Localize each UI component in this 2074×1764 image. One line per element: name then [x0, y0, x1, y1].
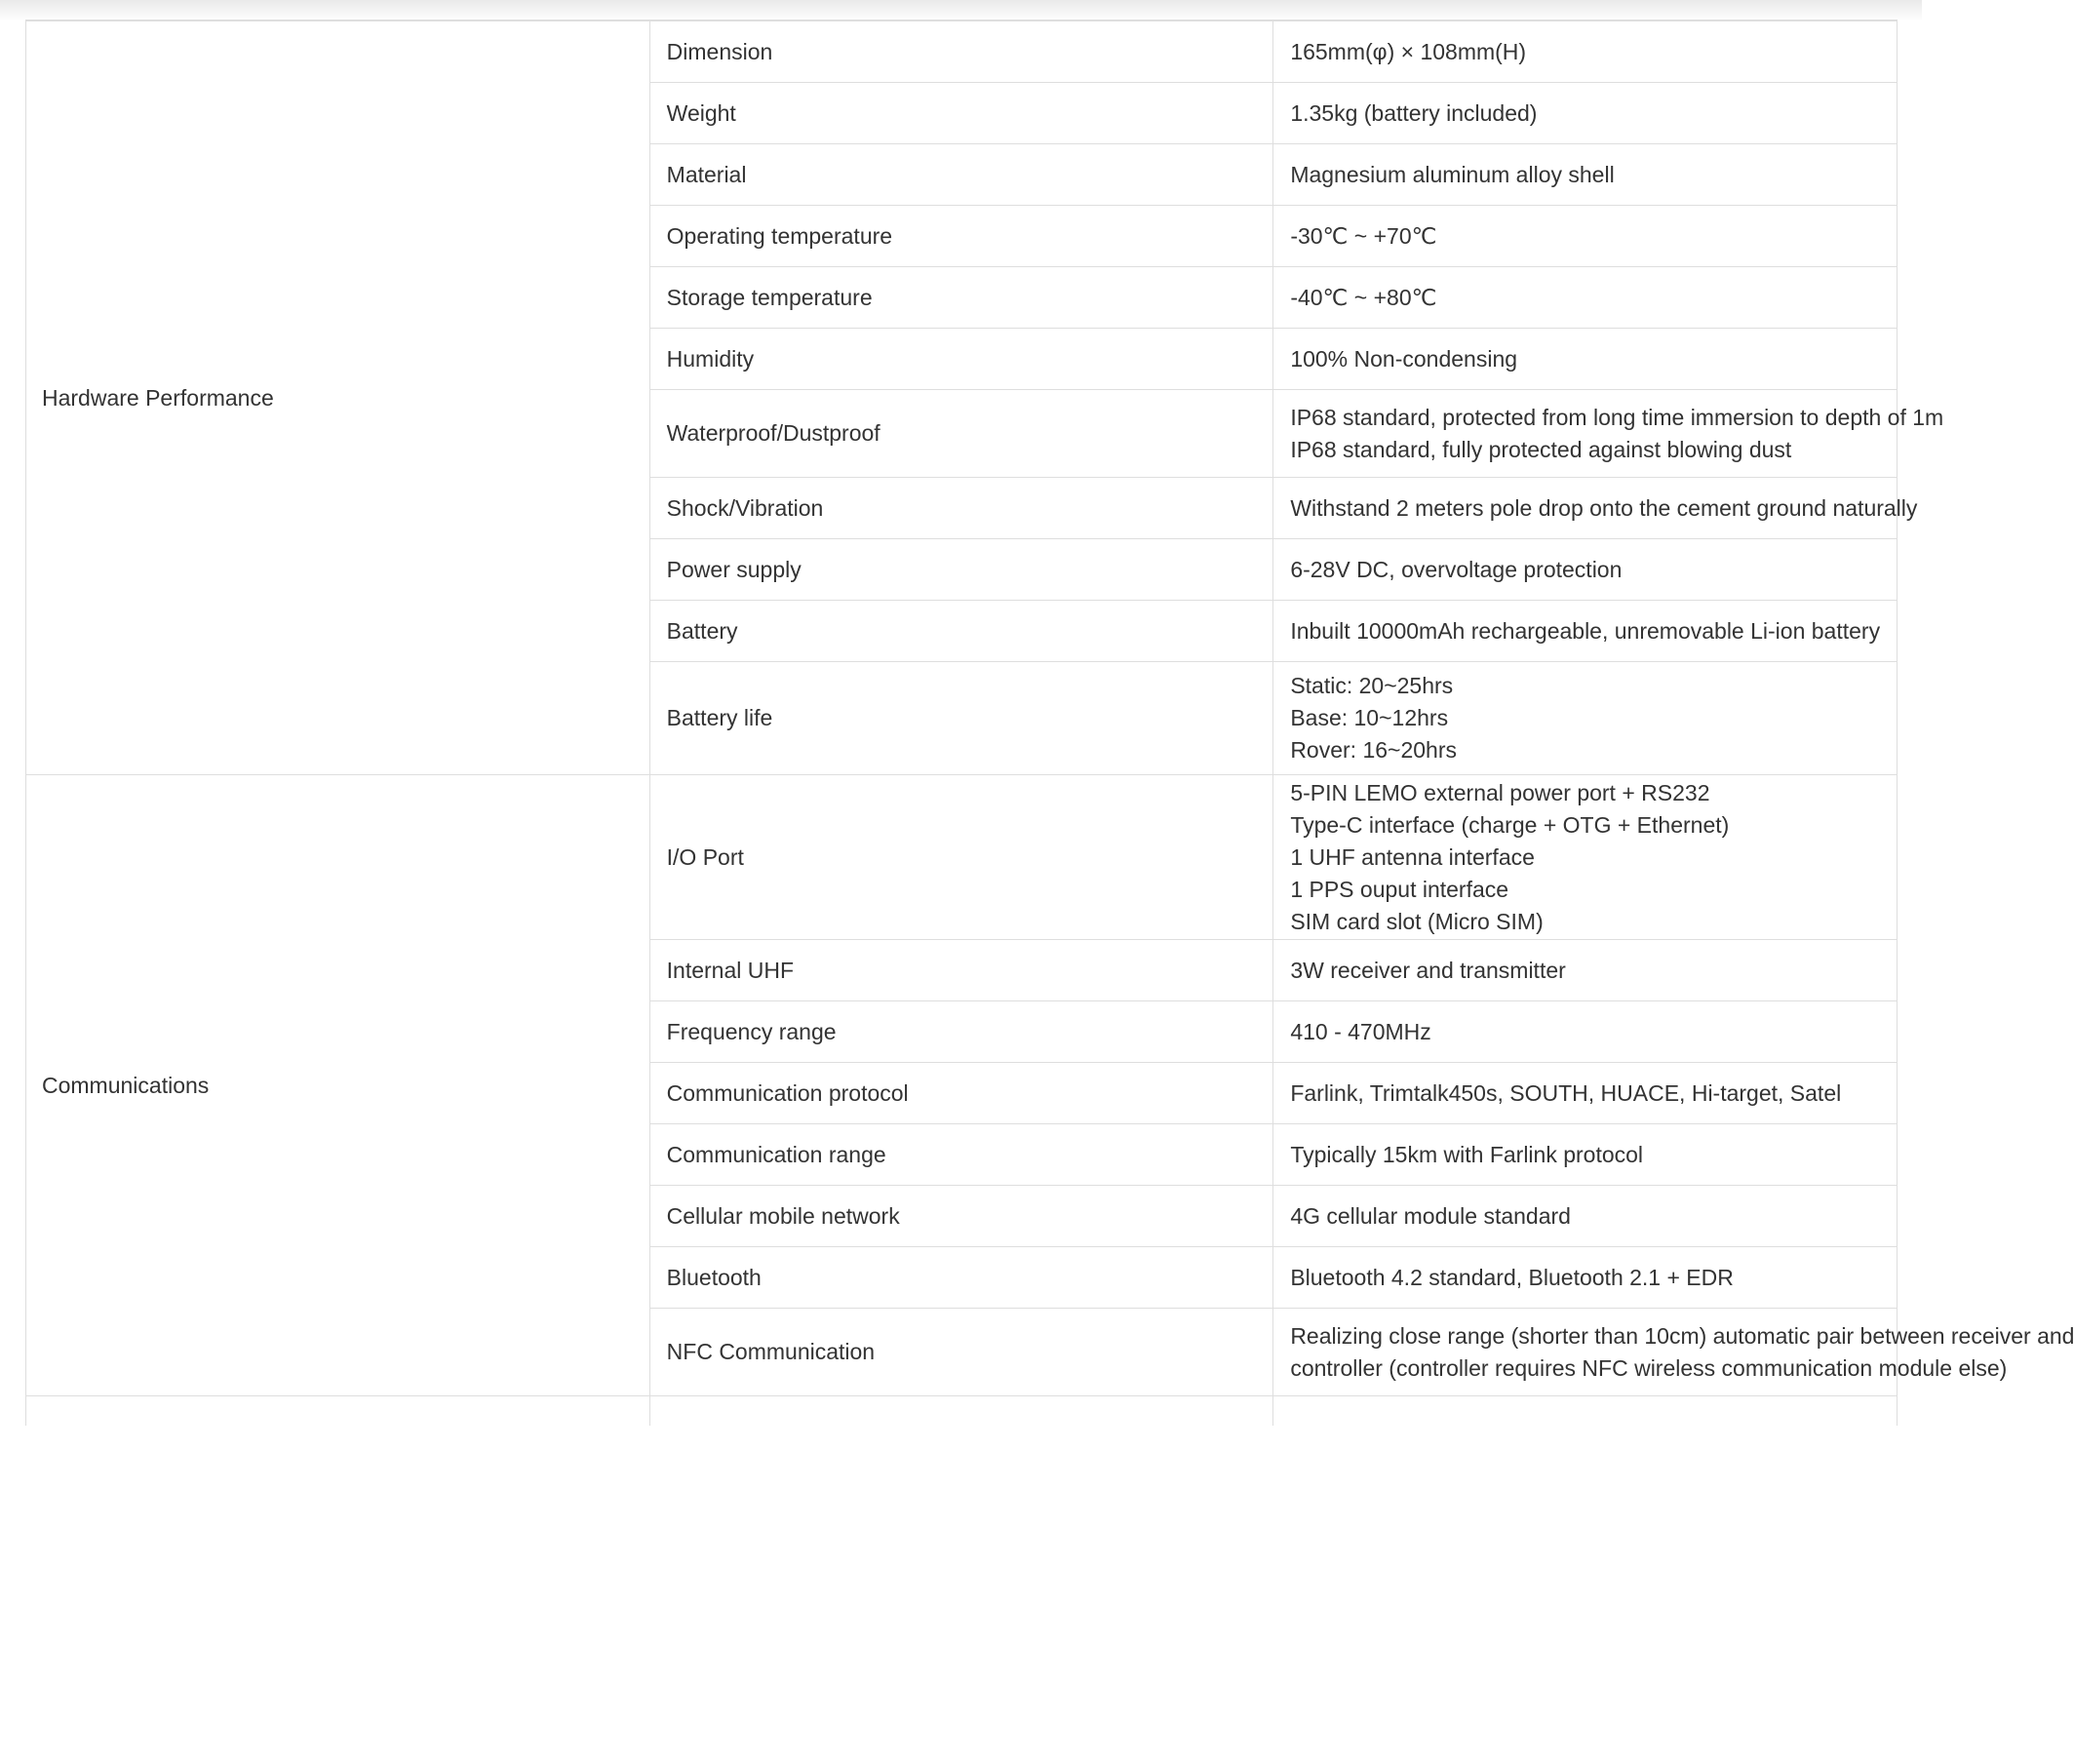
value-line: -30℃ ~ +70℃ [1290, 222, 1437, 249]
spec-cell-partial [26, 1396, 650, 1426]
value-cell [1273, 1124, 1898, 1186]
value-cell [1273, 775, 1898, 940]
value-cell [1273, 1063, 1898, 1124]
spec-row [26, 775, 1898, 940]
value-cell [1273, 329, 1898, 390]
value-line: Realizing close range (shorter than 10cm) automatic pair between receiver and [1290, 1322, 2074, 1349]
value-line: Type-C interface (charge + OTG + Ethernet) [1290, 811, 1730, 838]
parameter-cell: Frequency range [649, 1001, 1273, 1063]
parameter-cell: Cellular mobile network [649, 1186, 1273, 1247]
value-line: 165mm(φ) × 108mm(H) [1290, 38, 1527, 64]
value-cell [1273, 144, 1898, 206]
value-line: 3W receiver and transmitter [1290, 957, 1566, 983]
parameter-cell: Storage temperature [649, 267, 1273, 329]
value-cell [1273, 1186, 1898, 1247]
parameter-cell: Shock/Vibration [649, 478, 1273, 539]
parameter-cell: NFC Communication [649, 1309, 1273, 1396]
value-cell [1273, 662, 1898, 775]
category-cell: Communications [26, 775, 650, 1396]
value-line: Bluetooth 4.2 standard, Bluetooth 2.1 + EDR [1290, 1264, 1734, 1290]
parameter-cell: Humidity [649, 329, 1273, 390]
spec-row [26, 21, 1898, 83]
value-cell [1273, 1309, 2074, 1396]
value-line: 1.35kg (battery included) [1290, 99, 1538, 126]
value-line: 410 - 470MHz [1290, 1018, 1431, 1044]
parameter-cell: Dimension [649, 21, 1273, 83]
value-line: Withstand 2 meters pole drop onto the cement ground naturally [1290, 494, 1918, 521]
value-line: Typically 15km with Farlink protocol [1290, 1141, 1644, 1167]
parameter-cell: Battery [649, 601, 1273, 662]
value-line: 5-PIN LEMO external power port + RS232 [1290, 779, 1710, 805]
spec-table-body [26, 20, 2074, 1426]
parameter-cell: Communication range [649, 1124, 1273, 1186]
spec-row-partial-bottom [26, 1396, 1898, 1426]
value-cell [1273, 539, 1898, 601]
parameter-cell: Power supply [649, 539, 1273, 601]
value-cell [1273, 21, 1898, 83]
value-cell [1273, 1247, 1898, 1309]
value-line: 4G cellular module standard [1290, 1202, 1571, 1229]
value-line: IP68 standard, protected from long time immersion to depth of 1m [1290, 404, 1944, 430]
parameter-cell: Communication protocol [649, 1063, 1273, 1124]
value-line: controller (controller requires NFC wireless communication module else) [1290, 1354, 2008, 1381]
value-line: Inbuilt 10000mAh rechargeable, unremovable Li-ion battery [1290, 617, 1881, 644]
value-cell [1273, 206, 1898, 267]
parameter-cell: Bluetooth [649, 1247, 1273, 1309]
parameter-cell: Waterproof/Dustproof [649, 390, 1273, 478]
category-cell: Hardware Performance [26, 21, 650, 775]
value-line: Magnesium aluminum alloy shell [1290, 161, 1615, 187]
value-line: 1 PPS ouput interface [1290, 876, 1509, 902]
value-line: 1 UHF antenna interface [1290, 843, 1535, 870]
parameter-cell: Material [649, 144, 1273, 206]
value-cell [1273, 1001, 1898, 1063]
spec-cell-partial [649, 1396, 1273, 1426]
parameter-cell: Internal UHF [649, 940, 1273, 1001]
spec-table [25, 20, 2074, 1426]
value-line: Rover: 16~20hrs [1290, 737, 1457, 763]
parameter-cell: Operating temperature [649, 206, 1273, 267]
top-shadow [0, 0, 1922, 21]
value-line: Base: 10~12hrs [1290, 705, 1449, 730]
value-cell [1273, 267, 1898, 329]
value-cell [1273, 601, 1898, 662]
parameter-cell: I/O Port [649, 775, 1273, 940]
value-cell [1273, 478, 1918, 539]
value-line: Static: 20~25hrs [1290, 673, 1454, 698]
value-cell [1273, 390, 1944, 478]
value-cell [1273, 83, 1898, 144]
value-line: SIM card slot (Micro SIM) [1290, 908, 1544, 934]
value-line: 6-28V DC, overvoltage protection [1290, 556, 1623, 582]
value-cell [1273, 940, 1898, 1001]
value-line: IP68 standard, fully protected against blowing dust [1290, 436, 1792, 462]
parameter-cell: Battery life [649, 662, 1273, 775]
spec-cell-partial [1273, 1396, 1898, 1426]
parameter-cell: Weight [649, 83, 1273, 144]
value-line: 100% Non-condensing [1290, 345, 1518, 372]
value-line: Farlink, Trimtalk450s, SOUTH, HUACE, Hi-target, Satel [1290, 1079, 1842, 1106]
value-line: -40℃ ~ +80℃ [1290, 284, 1437, 310]
